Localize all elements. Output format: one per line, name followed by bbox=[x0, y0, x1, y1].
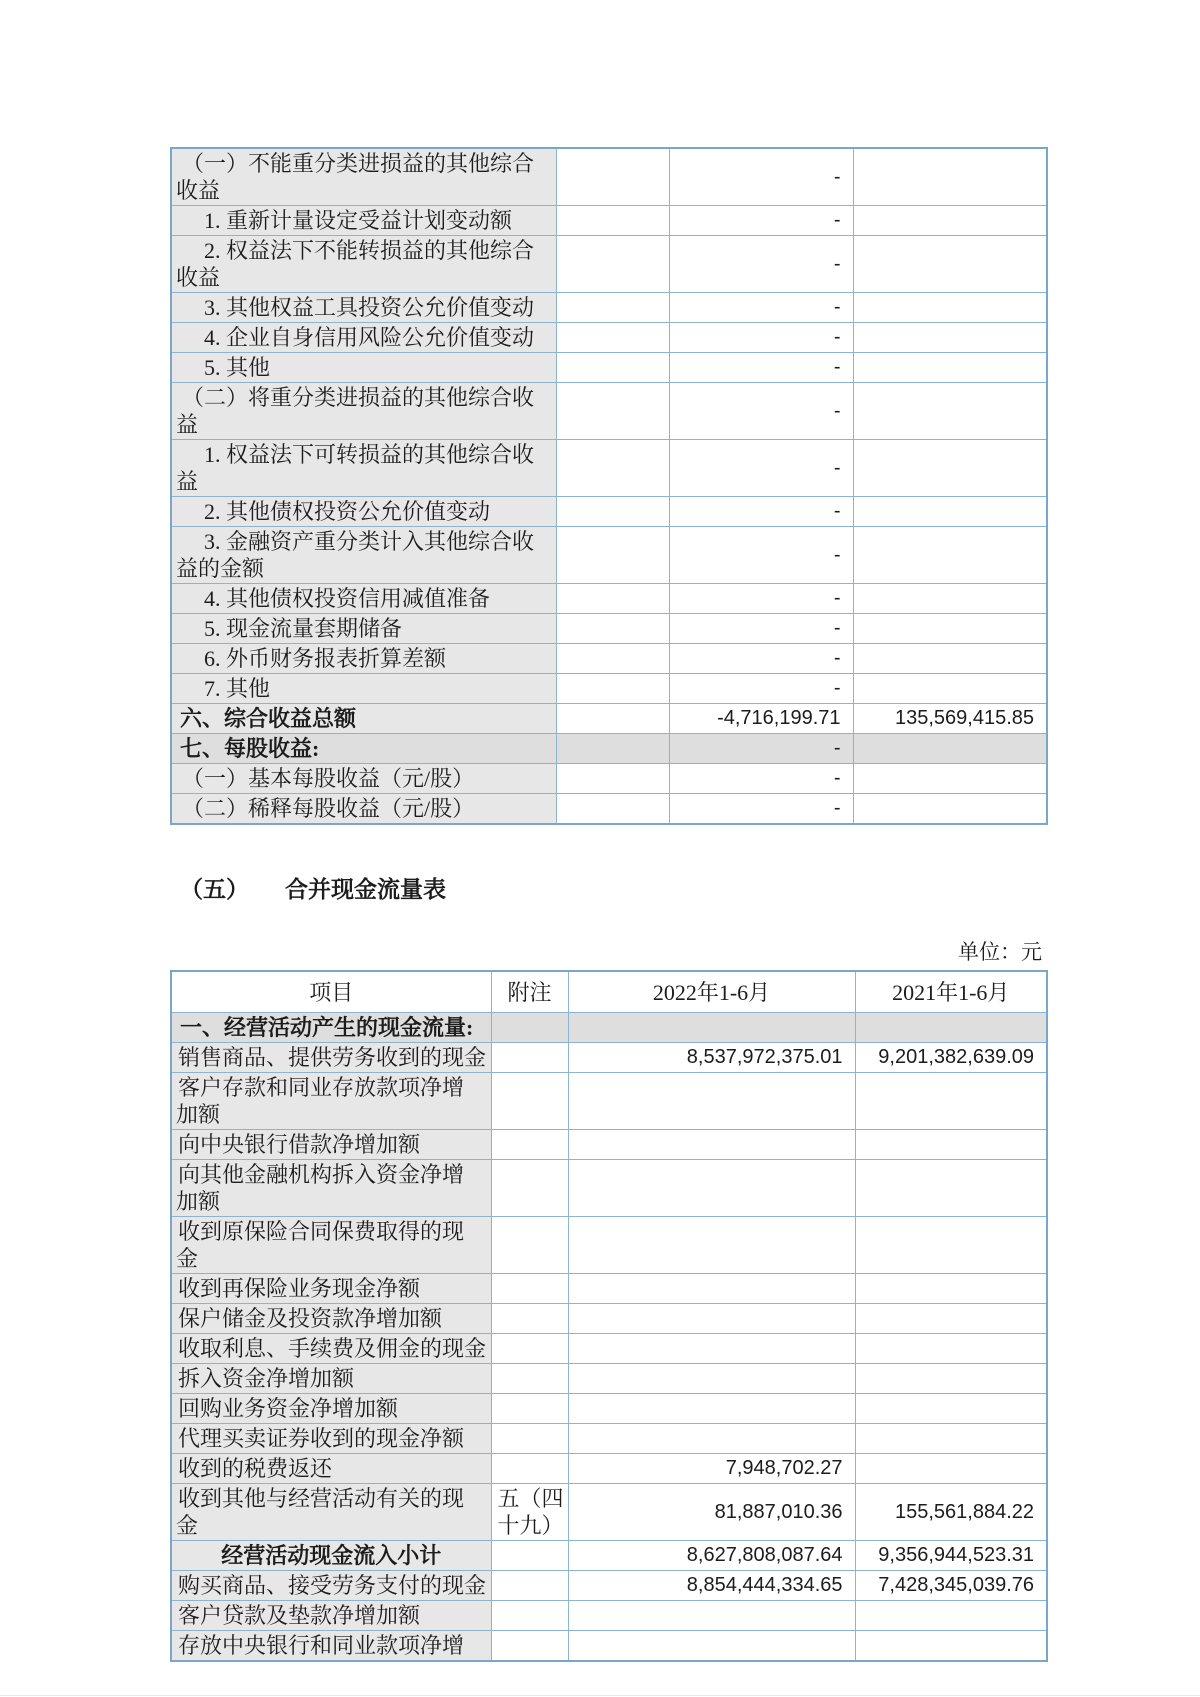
note-cell bbox=[556, 704, 669, 734]
value-2021-cell bbox=[855, 1601, 1047, 1631]
item-label-cell: （一）不能重分类进损益的其他综合收益 bbox=[171, 148, 556, 206]
value-2021-cell bbox=[853, 236, 1047, 293]
value-2021-cell bbox=[855, 1304, 1047, 1334]
value-2022-cell bbox=[568, 1217, 855, 1274]
table-row bbox=[171, 734, 1047, 764]
note-cell: 五（四十九） bbox=[491, 1484, 568, 1541]
value-2021-cell bbox=[855, 1217, 1047, 1274]
note-cell bbox=[556, 293, 669, 323]
item-label-cell: 购买商品、接受劳务支付的现金 bbox=[171, 1571, 491, 1601]
value-2022-cell: - bbox=[669, 674, 853, 704]
value-2021-cell bbox=[855, 1073, 1047, 1130]
table-row bbox=[171, 148, 1047, 206]
note-cell bbox=[556, 734, 669, 764]
value-2022-cell bbox=[568, 1013, 855, 1043]
table-row bbox=[171, 1274, 1047, 1304]
table-row bbox=[171, 353, 1047, 383]
item-label-cell: 收到原保险合同保费取得的现金 bbox=[171, 1217, 491, 1274]
item-label-cell: 向中央银行借款净增加额 bbox=[171, 1130, 491, 1160]
table-row bbox=[171, 236, 1047, 293]
table-row bbox=[171, 440, 1047, 497]
value-2021-cell bbox=[853, 614, 1047, 644]
header-row bbox=[171, 971, 1047, 1013]
note-cell bbox=[556, 353, 669, 383]
table-row bbox=[171, 1484, 1047, 1541]
section-title-index: （五） bbox=[180, 877, 249, 902]
table-row bbox=[171, 383, 1047, 440]
item-label-cell: 向其他金融机构拆入资金净增加额 bbox=[171, 1160, 491, 1217]
table-row bbox=[171, 614, 1047, 644]
value-2022-cell bbox=[568, 1130, 855, 1160]
value-2022-cell: - bbox=[669, 764, 853, 794]
table-row bbox=[171, 1013, 1047, 1043]
item-label-cell: 经营活动现金流入小计 bbox=[171, 1541, 491, 1571]
item-label-cell: 5. 其他 bbox=[171, 353, 556, 383]
column-header-note: 附注 bbox=[491, 971, 568, 1013]
item-label-cell: 收到再保险业务现金净额 bbox=[171, 1274, 491, 1304]
note-cell bbox=[491, 1217, 568, 1274]
item-label-cell: 7. 其他 bbox=[171, 674, 556, 704]
note-cell bbox=[491, 1304, 568, 1334]
item-label-cell: 拆入资金净增加额 bbox=[171, 1364, 491, 1394]
table-row bbox=[171, 1130, 1047, 1160]
section-title bbox=[180, 871, 1048, 904]
value-2022-cell: - bbox=[669, 527, 853, 584]
value-2021-cell bbox=[853, 383, 1047, 440]
table-row bbox=[171, 1454, 1047, 1484]
table-row bbox=[171, 1364, 1047, 1394]
table-row bbox=[171, 704, 1047, 734]
value-2021-cell bbox=[853, 764, 1047, 794]
item-label-cell: 销售商品、提供劳务收到的现金 bbox=[171, 1043, 491, 1073]
table-row bbox=[171, 1217, 1047, 1274]
value-2021-cell bbox=[853, 440, 1047, 497]
section-title-text: 合并现金流量表 bbox=[285, 877, 446, 902]
value-2022-cell: -4,716,199.71 bbox=[669, 704, 853, 734]
table-row bbox=[171, 1571, 1047, 1601]
item-label-cell: （一）基本每股收益（元/股） bbox=[171, 764, 556, 794]
value-2022-cell: - bbox=[669, 383, 853, 440]
value-2021-cell bbox=[853, 644, 1047, 674]
table-row bbox=[171, 674, 1047, 704]
column-header-2022: 2022年1-6月 bbox=[568, 971, 855, 1013]
item-label-cell: 保户储金及投资款净增加额 bbox=[171, 1304, 491, 1334]
item-label-cell: 4. 企业自身信用风险公允价值变动 bbox=[171, 323, 556, 353]
note-cell bbox=[556, 148, 669, 206]
note-cell bbox=[556, 440, 669, 497]
value-2021-cell: 155,561,884.22 bbox=[855, 1484, 1047, 1541]
item-label-cell: 6. 外币财务报表折算差额 bbox=[171, 644, 556, 674]
note-cell bbox=[491, 1334, 568, 1364]
value-2021-cell bbox=[855, 1364, 1047, 1394]
value-2022-cell bbox=[568, 1304, 855, 1334]
value-2022-cell: - bbox=[669, 440, 853, 497]
value-2021-cell bbox=[855, 1454, 1047, 1484]
value-2021-cell: 9,356,944,523.31 bbox=[855, 1541, 1047, 1571]
value-2022-cell: - bbox=[669, 614, 853, 644]
value-2021-cell bbox=[855, 1334, 1047, 1364]
cashflow-table-body bbox=[171, 1013, 1047, 1662]
value-2021-cell: 135,569,415.85 bbox=[853, 704, 1047, 734]
note-cell bbox=[491, 1631, 568, 1662]
note-cell bbox=[556, 584, 669, 614]
item-label-cell: 5. 现金流量套期储备 bbox=[171, 614, 556, 644]
value-2022-cell: 8,854,444,334.65 bbox=[568, 1571, 855, 1601]
value-2021-cell bbox=[853, 293, 1047, 323]
value-2022-cell: - bbox=[669, 293, 853, 323]
table-row bbox=[171, 644, 1047, 674]
item-label-cell: 1. 权益法下可转损益的其他综合收益 bbox=[171, 440, 556, 497]
value-2022-cell: 8,627,808,087.64 bbox=[568, 1541, 855, 1571]
value-2021-cell bbox=[855, 1274, 1047, 1304]
table-row bbox=[171, 1334, 1047, 1364]
column-header-2021: 2021年1-6月 bbox=[855, 971, 1047, 1013]
table-row bbox=[171, 764, 1047, 794]
value-2022-cell: - bbox=[669, 644, 853, 674]
item-label-cell: 回购业务资金净增加额 bbox=[171, 1394, 491, 1424]
item-label-cell: 2. 其他债权投资公允价值变动 bbox=[171, 497, 556, 527]
item-label-cell: （二）将重分类进损益的其他综合收益 bbox=[171, 383, 556, 440]
item-label-cell: （二）稀释每股收益（元/股） bbox=[171, 794, 556, 825]
value-2022-cell: 8,537,972,375.01 bbox=[568, 1043, 855, 1073]
value-2021-cell: 7,428,345,039.76 bbox=[855, 1571, 1047, 1601]
note-cell bbox=[556, 674, 669, 704]
item-label-cell: 3. 其他权益工具投资公允价值变动 bbox=[171, 293, 556, 323]
item-label-cell: 代理买卖证券收到的现金净额 bbox=[171, 1424, 491, 1454]
note-cell bbox=[556, 323, 669, 353]
note-cell bbox=[556, 614, 669, 644]
value-2021-cell bbox=[855, 1424, 1047, 1454]
value-2022-cell: 7,948,702.27 bbox=[568, 1454, 855, 1484]
income-table-body bbox=[171, 148, 1047, 824]
value-2021-cell bbox=[855, 1130, 1047, 1160]
item-label-cell: 七、每股收益: bbox=[171, 734, 556, 764]
value-2022-cell: - bbox=[669, 236, 853, 293]
note-cell bbox=[556, 383, 669, 440]
cashflow-table-header bbox=[171, 971, 1047, 1013]
value-2021-cell bbox=[853, 497, 1047, 527]
item-label-cell: 一、经营活动产生的现金流量: bbox=[171, 1013, 491, 1043]
value-2021-cell bbox=[855, 1160, 1047, 1217]
value-2022-cell: - bbox=[669, 497, 853, 527]
value-2022-cell: - bbox=[669, 794, 853, 825]
table-row bbox=[171, 794, 1047, 825]
value-2022-cell: - bbox=[669, 206, 853, 236]
table-row bbox=[171, 497, 1047, 527]
table-row bbox=[171, 1304, 1047, 1334]
table-row bbox=[171, 293, 1047, 323]
comprehensive-income-table bbox=[170, 147, 1048, 825]
value-2021-cell bbox=[855, 1013, 1047, 1043]
value-2021-cell bbox=[853, 206, 1047, 236]
item-label-cell: 3. 金融资产重分类计入其他综合收益的金额 bbox=[171, 527, 556, 584]
value-2022-cell bbox=[568, 1073, 855, 1130]
table-row bbox=[171, 1073, 1047, 1130]
note-cell bbox=[491, 1160, 568, 1217]
value-2022-cell: 81,887,010.36 bbox=[568, 1484, 855, 1541]
note-cell bbox=[491, 1601, 568, 1631]
unit-label: 单位：元 bbox=[958, 940, 1042, 964]
item-label-cell: 收到其他与经营活动有关的现金 bbox=[171, 1484, 491, 1541]
note-cell bbox=[491, 1013, 568, 1043]
value-2022-cell: - bbox=[669, 584, 853, 614]
value-2021-cell bbox=[853, 734, 1047, 764]
note-cell bbox=[491, 1424, 568, 1454]
note-cell bbox=[556, 236, 669, 293]
note-cell bbox=[491, 1571, 568, 1601]
value-2022-cell bbox=[568, 1364, 855, 1394]
value-2021-cell: 9,201,382,639.09 bbox=[855, 1043, 1047, 1073]
page-bottom-edge bbox=[0, 1695, 1200, 1696]
value-2022-cell bbox=[568, 1601, 855, 1631]
table-row bbox=[171, 1541, 1047, 1571]
note-cell bbox=[491, 1364, 568, 1394]
item-label-cell: 1. 重新计量设定受益计划变动额 bbox=[171, 206, 556, 236]
page-content bbox=[170, 147, 1048, 1662]
table-row bbox=[171, 1043, 1047, 1073]
note-cell bbox=[556, 644, 669, 674]
item-label-cell: 客户贷款及垫款净增加额 bbox=[171, 1601, 491, 1631]
table-row bbox=[171, 1601, 1047, 1631]
table-row bbox=[171, 584, 1047, 614]
value-2021-cell bbox=[853, 323, 1047, 353]
note-cell bbox=[556, 794, 669, 825]
value-2022-cell bbox=[568, 1160, 855, 1217]
value-2022-cell: - bbox=[669, 353, 853, 383]
value-2021-cell bbox=[853, 674, 1047, 704]
item-label-cell: 收取利息、手续费及佣金的现金 bbox=[171, 1334, 491, 1364]
table-row bbox=[171, 206, 1047, 236]
note-cell bbox=[556, 764, 669, 794]
cashflow-table bbox=[170, 970, 1048, 1662]
table-row bbox=[171, 1631, 1047, 1662]
table-row bbox=[171, 527, 1047, 584]
value-2022-cell bbox=[568, 1631, 855, 1662]
value-2022-cell bbox=[568, 1274, 855, 1304]
value-2021-cell bbox=[853, 584, 1047, 614]
note-cell bbox=[556, 497, 669, 527]
item-label-cell: 4. 其他债权投资信用减值准备 bbox=[171, 584, 556, 614]
note-cell bbox=[491, 1541, 568, 1571]
value-2021-cell bbox=[853, 353, 1047, 383]
item-label-cell: 六、综合收益总额 bbox=[171, 704, 556, 734]
note-cell bbox=[491, 1454, 568, 1484]
value-2022-cell: - bbox=[669, 148, 853, 206]
value-2022-cell bbox=[568, 1394, 855, 1424]
value-2022-cell bbox=[568, 1334, 855, 1364]
item-label-cell: 客户存款和同业存放款项净增加额 bbox=[171, 1073, 491, 1130]
table-row bbox=[171, 1424, 1047, 1454]
value-2021-cell bbox=[853, 527, 1047, 584]
table-row bbox=[171, 1394, 1047, 1424]
item-label-cell: 收到的税费返还 bbox=[171, 1454, 491, 1484]
item-label-cell: 2. 权益法下不能转损益的其他综合收益 bbox=[171, 236, 556, 293]
value-2022-cell bbox=[568, 1424, 855, 1454]
value-2021-cell bbox=[855, 1631, 1047, 1662]
column-header-project: 项目 bbox=[171, 971, 491, 1013]
note-cell bbox=[491, 1043, 568, 1073]
item-label-cell: 存放中央银行和同业款项净增 bbox=[171, 1631, 491, 1662]
note-cell bbox=[491, 1274, 568, 1304]
note-cell bbox=[491, 1073, 568, 1130]
value-2022-cell: - bbox=[669, 323, 853, 353]
note-cell bbox=[556, 206, 669, 236]
note-cell bbox=[556, 527, 669, 584]
value-2022-cell: - bbox=[669, 734, 853, 764]
value-2021-cell bbox=[853, 794, 1047, 825]
value-2021-cell bbox=[855, 1394, 1047, 1424]
table-row bbox=[171, 1160, 1047, 1217]
value-2021-cell bbox=[853, 148, 1047, 206]
note-cell bbox=[491, 1130, 568, 1160]
table-row bbox=[171, 323, 1047, 353]
note-cell bbox=[491, 1394, 568, 1424]
